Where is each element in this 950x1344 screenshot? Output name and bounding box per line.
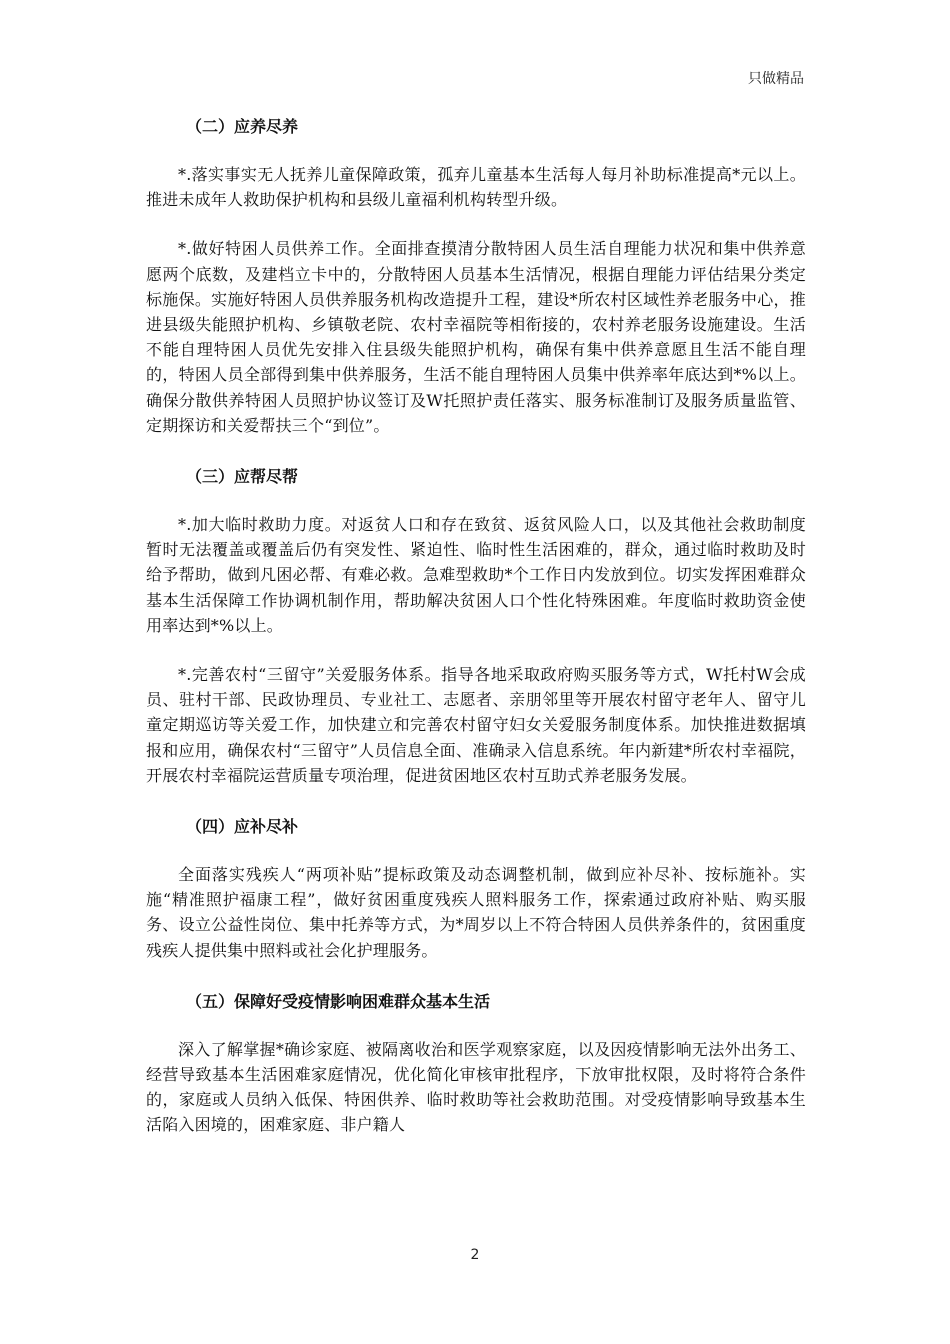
- section-title-3: （三）应帮尽帮: [186, 467, 299, 487]
- header-note: 只做精品: [748, 71, 804, 87]
- document-body: [146, 116, 806, 1138]
- section-3-paragraph-1: *.加大临时救助力度。对返贫人口和存在致贫、返贫风险人口，以及其他社会救助制度暂时无法覆盖或覆盖后仍有突发性、紧迫性、临时性生活困难的，群众，通过临时救助及时给予帮助，做到凡困必帮、有难必救。急难型救助*个工作日内发放到位。切实发挥困难群众基本生活保障工作协调机制作用，帮助解决贫困人口个性化特殊困难。年度临时救助资金使用率达到*%以上。: [146, 515, 806, 635]
- section-2-paragraph-2: *.做好特困人员供养工作。全面排查摸清分散特困人员生活自理能力状况和集中供养意愿两个底数，及建档立卡中的，分散特困人员基本生活情况，根据自理能力评估结果分类定标施保。实施好特困人员供养服务机构改造提升工程，建设*所农村区域性养老服务中心，推进县级失能照护机构、乡镇敬老院、农村幸福院等相衔接的，农村养老服务设施建设。生活不能自理特困人员优先安排入住县级失能照护机构，确保有集中供养意愿且生活不能自理的，特困人员全部得到集中供养服务，生活不能自理特困人员集中供养率年底达到*%以上。确保分散供养特困人员照护协议签订及W托照护责任落实、服务标准制订及服务质量监管、定期探访和关爱帮扶三个“到位”。: [146, 239, 806, 435]
- page-number: 2: [470, 1247, 480, 1263]
- section-title-5: （五）保障好受疫情影响困难群众基本生活: [186, 991, 491, 1011]
- section-5-paragraph-1: 深入了解掌握*确诊家庭、被隔离收治和医学观察家庭，以及因疫情影响无法外出务工、经营导致基本生活困难家庭情况，优化简化审核审批程序，下放审批权限，及时将符合条件的，家庭或人员纳入低保、特困供养、临时救助等社会救助范围。对受疫情影响导致基本生活陷入困境的，困难家庭、非户籍人: [146, 1039, 806, 1135]
- section-4-paragraph-1: 全面落实残疾人“两项补贴”提标政策及动态调整机制，做到应补尽补、按标施补。实施“精准照护福康工程”，做好贫困重度残疾人照料服务工作，探索通过政府补贴、购买服务、设立公益性岗位、集中托养等方式，为*周岁以上不符合特困人员供养条件的，贫困重度残疾人提供集中照料或社会化护理服务。: [146, 865, 806, 960]
- section-title-2: （二）应养尽养: [186, 117, 299, 136]
- section-3-paragraph-2: *.完善农村“三留守”关爱服务体系。指导各地采取政府购买服务等方式，W托村W会成员、驻村干部、民政协理员、专业社工、志愿者、亲朋邻里等开展农村留守老年人、留守儿童定期巡访等关爱工作，加快建立和完善农村留守妇女关爱服务制度体系。加快推进数据填报和应用，确保农村“三留守”人员信息全面、准确录入信息系统。年内新建*所农村幸福院，开展农村幸福院运营质量专项治理，促进贫困地区农村互助式养老服务发展。: [146, 665, 806, 785]
- section-2-paragraph-1: *.落实事实无人抚养儿童保障政策，孤弃儿童基本生活每人每月补助标准提高*元以上。推进未成年人救助保护机构和县级儿童福利机构转型升级。: [146, 165, 806, 210]
- section-title-4: （四）应补尽补: [186, 817, 299, 837]
